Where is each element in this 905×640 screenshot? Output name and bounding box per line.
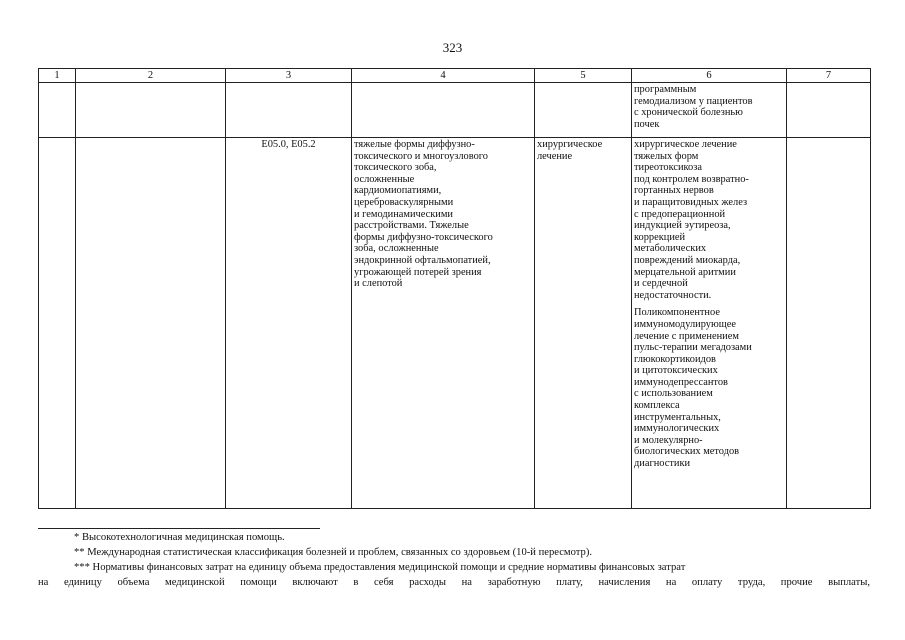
footnote-3-continued: на единицу объема медицинской помощи включают в себя расходы на заработную плату, начисления на оплату труда, прочие выплаты, (38, 577, 870, 588)
footnote-1: * Высокотехнологичная медицинская помощь. (74, 532, 285, 543)
text-line: токсического зоба, (354, 162, 437, 174)
text-line: мерцательной аритмии (634, 266, 736, 278)
text-line: глюкокортикоидов (634, 353, 716, 365)
text-line: с использованием (634, 388, 713, 400)
cell-treatment-method (632, 138, 787, 509)
text-line: биологических методов (634, 446, 740, 458)
cell-disease-model (352, 138, 535, 509)
cell-col2 (76, 138, 226, 509)
text-line: индукцией эутиреоза, (634, 220, 731, 232)
column-header-2: 2 (76, 69, 226, 83)
cell-treatment-type (535, 138, 632, 509)
text-line: тиреотоксикоза (634, 162, 702, 174)
cell-col1 (39, 83, 76, 138)
column-header-6: 6 (632, 69, 787, 83)
text-line: под контролем возвратно- (634, 173, 749, 185)
text-line: диагностики (634, 458, 691, 470)
text-line: кардиомиопатиями, (354, 185, 442, 197)
text-line: хирургическое лечение (634, 139, 737, 150)
text-line: лечение (537, 150, 573, 162)
cell-col1 (39, 138, 76, 509)
text-line: зоба, осложненные (354, 243, 439, 255)
medical-care-table (38, 68, 871, 509)
text-line: комплекса (634, 400, 680, 412)
text-line: и паращитовидных желез (634, 196, 748, 208)
text-line: гемодиализом у пациентов (634, 95, 753, 107)
page-number: 323 (442, 40, 463, 55)
text-line: угрожающей потерей зрения (354, 266, 482, 278)
text-line: цереброваскулярными (354, 196, 454, 208)
text-line: почек (634, 118, 660, 130)
cell-col3 (226, 83, 352, 138)
text-line: эндокринной офтальмопатией, (354, 254, 491, 266)
column-header-5: 5 (535, 69, 632, 83)
column-header-1: 1 (39, 69, 76, 83)
text-line: и цитотоксических (634, 365, 718, 377)
text-line: и молекулярно- (634, 434, 703, 446)
footnote-2: ** Международная статистическая классификация болезней и проблем, связанных со здоровьем (10-й пересмотр). (74, 547, 593, 558)
text-line: и слепотой (354, 278, 403, 290)
text-line: коррекцией (634, 231, 686, 243)
text-line: недостаточности. (634, 289, 712, 301)
column-number-row (39, 69, 871, 83)
text-line: тяжелые формы диффузно- (354, 139, 475, 150)
text-line: иммунодепрессантов (634, 376, 728, 388)
text-line: хирургическое (537, 139, 603, 150)
text-line: с хронической болезнью (634, 107, 743, 119)
column-header-4: 4 (352, 69, 535, 83)
column-header-7: 7 (787, 69, 871, 83)
text-line: пульс-терапии мегадозами (634, 342, 752, 354)
footnote-separator (38, 528, 320, 529)
text-line: повреждений миокарда, (634, 254, 741, 266)
text-line: гортанных нервов (634, 185, 714, 197)
text-line: иммуномодулирующее (634, 318, 736, 330)
text-line: Поликомпонентное (634, 307, 720, 319)
footnote-3: *** Нормативы финансовых затрат на единицу объема предоставления медицинской помощи и средние нормативы финансовых затрат (74, 562, 686, 573)
column-header-3: 3 (226, 69, 352, 83)
text-line: и гемодинамическими (354, 208, 453, 220)
cell-col7 (787, 138, 871, 509)
text-line: метаболических (634, 243, 707, 255)
text-line: с предоперационной (634, 208, 726, 220)
text-line: лечение с применением (634, 330, 739, 342)
text-line: и сердечной (634, 278, 688, 290)
table-row (39, 138, 871, 509)
text-line: иммунологических (634, 423, 720, 435)
cell-col5 (535, 83, 632, 138)
text-line: токсического и многоузлового (354, 150, 488, 162)
cell-col2 (76, 83, 226, 138)
cell-col4 (352, 83, 535, 138)
text-line: расстройствами. Тяжелые (354, 220, 469, 232)
cell-treatment-method (632, 83, 787, 138)
text-line: программным (634, 84, 697, 95)
text-line: тяжелых форм (634, 150, 699, 162)
cell-icd-code: E05.0, E05.2 (226, 138, 352, 509)
cell-col7 (787, 83, 871, 138)
text-line: осложненные (354, 173, 415, 185)
text-line: инструментальных, (634, 411, 721, 423)
text-line: формы диффузно-токсического (354, 231, 493, 243)
table-row (39, 83, 871, 138)
